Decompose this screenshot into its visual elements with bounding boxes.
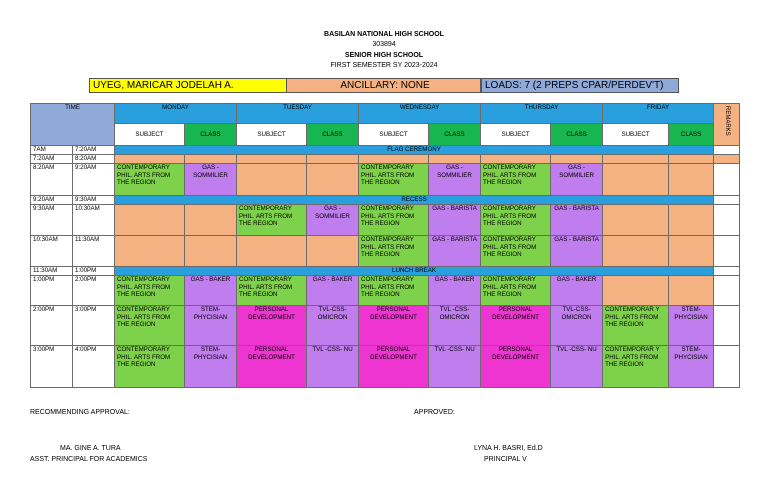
class-cell: TVL -CSS- OMICRON [429, 306, 481, 346]
time-start: 7AM [31, 146, 73, 155]
time-start: 11:30AM [31, 267, 73, 276]
empty-cell [185, 236, 237, 267]
time-end: 9:30AM [73, 196, 115, 205]
empty-cell [603, 276, 669, 306]
subject-cell: PERSONAL DEVELOPMENT [359, 346, 429, 388]
subject-cell: CONTEMPORARY PHIL. ARTS FROM THE REGION [359, 164, 429, 196]
remarks-cell [714, 346, 740, 388]
class-cell: GAS - SOMMILIER [429, 164, 481, 196]
class-cell: GAS - BAKER [307, 276, 359, 306]
time-end: 2:00PM [73, 276, 115, 306]
time-end: 4:00PM [73, 346, 115, 388]
empty-cell [115, 155, 185, 164]
class-cell: GAS - SOMMILIER [307, 205, 359, 236]
empty-cell [603, 205, 669, 236]
class-cell: STEM- PHYCISIAN [669, 346, 714, 388]
table-row [31, 196, 740, 205]
class-cell: GAS - BARISTA [429, 205, 481, 236]
remarks-cell [714, 306, 740, 346]
empty-cell [669, 205, 714, 236]
day-header-tuesday: TUESDAY [237, 104, 359, 124]
empty-cell [307, 155, 359, 164]
remarks-cell [714, 205, 740, 236]
subject-header: SUBJECT [359, 124, 429, 146]
subject-cell: CONTEMPORARY PHIL. ARTS FROM THE REGION [481, 205, 551, 236]
empty-cell [237, 164, 307, 196]
class-header: CLASS [669, 124, 714, 146]
empty-cell [307, 236, 359, 267]
subject-cell: CONTEMPORARY PHIL. ARTS FROM THE REGION [115, 276, 185, 306]
empty-cell [429, 155, 481, 164]
empty-cell [307, 164, 359, 196]
class-cell: STEM- PHYCISIAN [185, 346, 237, 388]
time-start: 9:30AM [31, 205, 73, 236]
school-level: SENIOR HIGH SCHOOL [344, 52, 424, 59]
school-name: BASILAN NATIONAL HIGH SCHOOL [324, 31, 444, 38]
day-header-thursday: THURSDAY [481, 104, 603, 124]
subject-cell: PERSONAL DEVELOPMENT [359, 306, 429, 346]
day-header-wednesday: WEDNESDAY [359, 104, 481, 124]
signatory-name-1: MA. GINE A. TURA [60, 445, 121, 452]
class-cell: TVL-CSS- OMICRON [307, 306, 359, 346]
subject-header: SUBJECT [115, 124, 185, 146]
day-header-monday: MONDAY [115, 104, 237, 124]
subject-header: SUBJECT [603, 124, 669, 146]
time-header: TIME [31, 104, 115, 146]
time-end: 1:00PM [73, 267, 115, 276]
subject-cell: CONTEMPORARY PHIL. ARTS FROM THE REGION [359, 205, 429, 236]
subject-cell: PERSONAL DEVELOPMENT [481, 306, 551, 346]
school-code: 303894 [372, 41, 396, 48]
semester: FIRST SEMESTER SY 2023-2024 [330, 62, 438, 69]
signatory-title-2: PRINCIPAL V [484, 456, 527, 463]
approved-label: APPROVED: [414, 409, 455, 416]
class-cell: STEM- PHYCISIAN [669, 306, 714, 346]
empty-cell [669, 276, 714, 306]
class-cell: GAS - BARISTA [551, 236, 603, 267]
time-start: 8:20AM [31, 164, 73, 196]
teacher-name: UYEG, MARICAR JODELAH A. [89, 78, 287, 93]
class-cell: GAS - BARISTA [551, 205, 603, 236]
empty-cell [603, 155, 669, 164]
table-row [31, 155, 740, 164]
class-cell: TVL -CSS- NU [429, 346, 481, 388]
remarks-cell [714, 236, 740, 267]
table-row [31, 146, 740, 155]
empty-cell [669, 236, 714, 267]
time-end: 11:30AM [73, 236, 115, 267]
time-start: 3:00PM [31, 346, 73, 388]
empty-cell [603, 236, 669, 267]
table-row [31, 306, 740, 346]
time-start: 9:20AM [31, 196, 73, 205]
signatory-title-1: ASST. PRINCIPAL FOR ACADEMICS [30, 456, 148, 463]
remarks-cell [714, 164, 740, 196]
remarks-cell [714, 276, 740, 306]
subject-cell: CONTEMPORARY PHIL. ARTS FROM THE REGION [115, 306, 185, 346]
lunch-break-bar: LUNCH BREAK [115, 267, 714, 276]
subject-cell: CONTEMPORARY PHIL. ARTS FROM THE REGION [237, 205, 307, 236]
subject-cell: PERSONAL DEVELOPMENT [237, 306, 307, 346]
class-cell: GAS - BARISTA [429, 236, 481, 267]
class-header: CLASS [551, 124, 603, 146]
ancillary: ANCILLARY: NONE [286, 78, 481, 93]
class-header: CLASS [307, 124, 359, 146]
table-row [31, 267, 740, 276]
time-start: 2:00PM [31, 306, 73, 346]
time-end: 3:00PM [73, 306, 115, 346]
table-row [31, 205, 740, 236]
table-row [31, 276, 740, 306]
class-cell: GAS - BAKER [185, 276, 237, 306]
remarks-cell [714, 146, 740, 155]
class-cell: GAS - SOMMILIER [551, 164, 603, 196]
class-header: CLASS [429, 124, 481, 146]
empty-cell [185, 155, 237, 164]
subject-cell: CONTEMPORARY PHIL. ARTS FROM THE REGION [481, 276, 551, 306]
remarks-cell [714, 267, 740, 276]
loads: LOADS: 7 (2 PREPS CPAR/PERDEV'T) [481, 78, 679, 93]
subject-header: SUBJECT [237, 124, 307, 146]
time-start: 1:00PM [31, 276, 73, 306]
remarks-label: REMARKS [724, 106, 731, 136]
subject-cell: CONTEMPORARY PHIL. ARTS FROM THE REGION [481, 236, 551, 267]
class-cell: TVL -CSS- NU [551, 346, 603, 388]
subject-cell: CONTEMPORARY PHIL. ARTS FROM THE REGION [359, 236, 429, 267]
empty-cell [115, 205, 185, 236]
class-cell: TVL -CSS- NU [307, 346, 359, 388]
remarks-cell [714, 155, 740, 164]
time-end: 9:20AM [73, 164, 115, 196]
subject-cell: CONTEMPORARY PHIL. ARTS FROM THE REGION [115, 346, 185, 388]
subject-cell: CONTEMPORARY PHIL. ARTS FROM THE REGION [481, 164, 551, 196]
empty-cell [481, 155, 551, 164]
empty-cell [237, 155, 307, 164]
recommending-approval-label: RECOMMENDING APPROVAL: [30, 409, 130, 416]
subject-cell: CONTEMPORARY PHIL. ARTS FROM THE REGION [237, 276, 307, 306]
subject-cell: CONTEMPORAR Y PHIL. ARTS FROM THE REGION [603, 306, 669, 346]
remarks-header [714, 104, 740, 146]
empty-cell [185, 205, 237, 236]
empty-cell [551, 155, 603, 164]
signatory-name-2: LYNA H. BASRI, Ed.D [474, 445, 543, 452]
empty-cell [669, 155, 714, 164]
empty-cell [669, 164, 714, 196]
class-cell: TVL-CSS- OMICRON [551, 306, 603, 346]
subject-header: SUBJECT [481, 124, 551, 146]
subject-cell: PERSONAL DEVELOPMENT [481, 346, 551, 388]
remarks-cell [714, 196, 740, 205]
time-end: 10:30AM [73, 205, 115, 236]
time-end: 7:20AM [73, 146, 115, 155]
empty-cell [603, 164, 669, 196]
table-row [31, 164, 740, 196]
class-cell: GAS - BAKER [429, 276, 481, 306]
subject-cell: CONTEMPORARY PHIL. ARTS FROM THE REGION [115, 164, 185, 196]
subject-cell: CONTEMPORARY PHIL. ARTS FROM THE REGION [359, 276, 429, 306]
class-header: CLASS [185, 124, 237, 146]
flag-ceremony-bar: FLAG CEREMONY [115, 146, 714, 155]
table-row [31, 346, 740, 388]
subject-cell: PERSONAL DEVELOPMENT [237, 346, 307, 388]
empty-cell [359, 155, 429, 164]
time-start: 10:30AM [31, 236, 73, 267]
class-cell: STEM- PHYCISIAN [185, 306, 237, 346]
day-header-friday: FRIDAY [603, 104, 714, 124]
class-cell: GAS - BAKER [551, 276, 603, 306]
time-start: 7:20AM [31, 155, 73, 164]
recess-bar: RECESS [115, 196, 714, 205]
class-cell: GAS - SOMMILIER [185, 164, 237, 196]
empty-cell [115, 236, 185, 267]
schedule-table [30, 103, 740, 388]
empty-cell [237, 236, 307, 267]
table-row [31, 236, 740, 267]
subject-cell: CONTEMPORAR Y PHIL. ARTS FROM THE REGION [603, 346, 669, 388]
time-end: 8:20AM [73, 155, 115, 164]
